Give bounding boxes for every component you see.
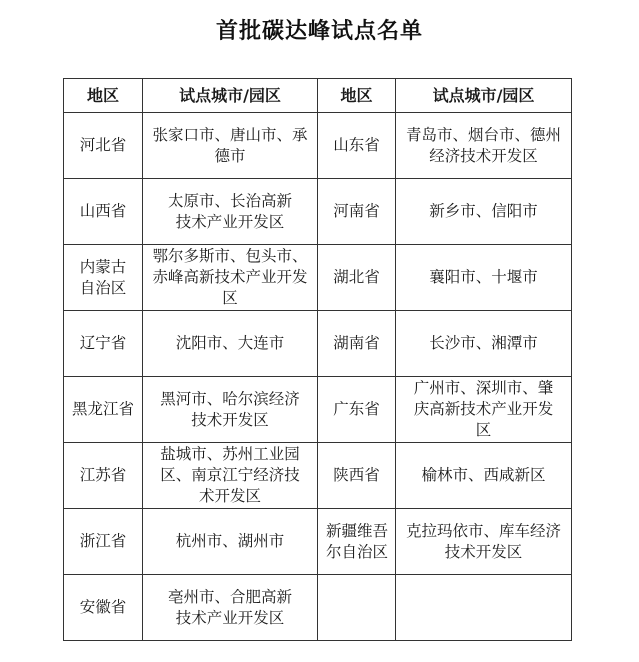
- pilot-city-cell: 广州市、深圳市、肇庆高新技术产业开发区: [396, 377, 572, 443]
- region-cell: 辽宁省: [64, 311, 143, 377]
- region-cell: 湖北省: [318, 245, 396, 311]
- pilot-city-cell: 青岛市、烟台市、德州经济技术开发区: [396, 113, 572, 179]
- table-header-row: [64, 79, 572, 113]
- region-cell: 山东省: [318, 113, 396, 179]
- header-region: 地区: [318, 79, 396, 113]
- table-row: [64, 443, 572, 509]
- table-row: [64, 245, 572, 311]
- pilot-city-cell: 长沙市、湘潭市: [396, 311, 572, 377]
- pilot-city-cell: 黑河市、哈尔滨经济技术开发区: [143, 377, 318, 443]
- pilot-city-cell: 鄂尔多斯市、包头市、赤峰高新技术产业开发区: [143, 245, 318, 311]
- pilot-city-cell: 张家口市、唐山市、承德市: [143, 113, 318, 179]
- page-title: 首批碳达峰试点名单: [215, 19, 423, 44]
- pilot-list-table: [63, 78, 572, 641]
- region-cell: 陕西省: [318, 443, 396, 509]
- region-cell: 湖南省: [318, 311, 396, 377]
- table-row: [64, 179, 572, 245]
- table-row: [64, 377, 572, 443]
- header-region: 地区: [64, 79, 143, 113]
- pilot-city-cell: 沈阳市、大连市: [143, 311, 318, 377]
- region-cell: 河北省: [64, 113, 143, 179]
- pilot-city-cell: 克拉玛依市、库车经济技术开发区: [396, 509, 572, 575]
- region-cell: 江苏省: [64, 443, 143, 509]
- pilot-city-cell: 榆林市、西咸新区: [396, 443, 572, 509]
- pilot-city-cell: 杭州市、湖州市: [143, 509, 318, 575]
- pilot-city-cell: 太原市、长治高新技术产业开发区: [143, 179, 318, 245]
- table-row: [64, 311, 572, 377]
- region-cell: 广东省: [318, 377, 396, 443]
- region-cell: 河南省: [318, 179, 396, 245]
- region-cell: 安徽省: [64, 575, 143, 641]
- pilot-city-cell: 盐城市、苏州工业园区、南京江宁经济技术开发区: [143, 443, 318, 509]
- region-cell: 浙江省: [64, 509, 143, 575]
- header-pilot-city: 试点城市/园区: [143, 79, 318, 113]
- table-row: [64, 575, 572, 641]
- pilot-city-cell: 新乡市、信阳市: [396, 179, 572, 245]
- table-row: [64, 509, 572, 575]
- region-cell: 山西省: [64, 179, 143, 245]
- region-cell: 黑龙江省: [64, 377, 143, 443]
- table-row: [64, 113, 572, 179]
- pilot-city-cell: 襄阳市、十堰市: [396, 245, 572, 311]
- pilot-city-cell: [396, 575, 572, 641]
- region-cell: 新疆维吾尔自治区: [318, 509, 396, 575]
- pilot-city-cell: 亳州市、合肥高新技术产业开发区: [143, 575, 318, 641]
- region-cell: [318, 575, 396, 641]
- header-pilot-city: 试点城市/园区: [396, 79, 572, 113]
- region-cell: 内蒙古自治区: [64, 245, 143, 311]
